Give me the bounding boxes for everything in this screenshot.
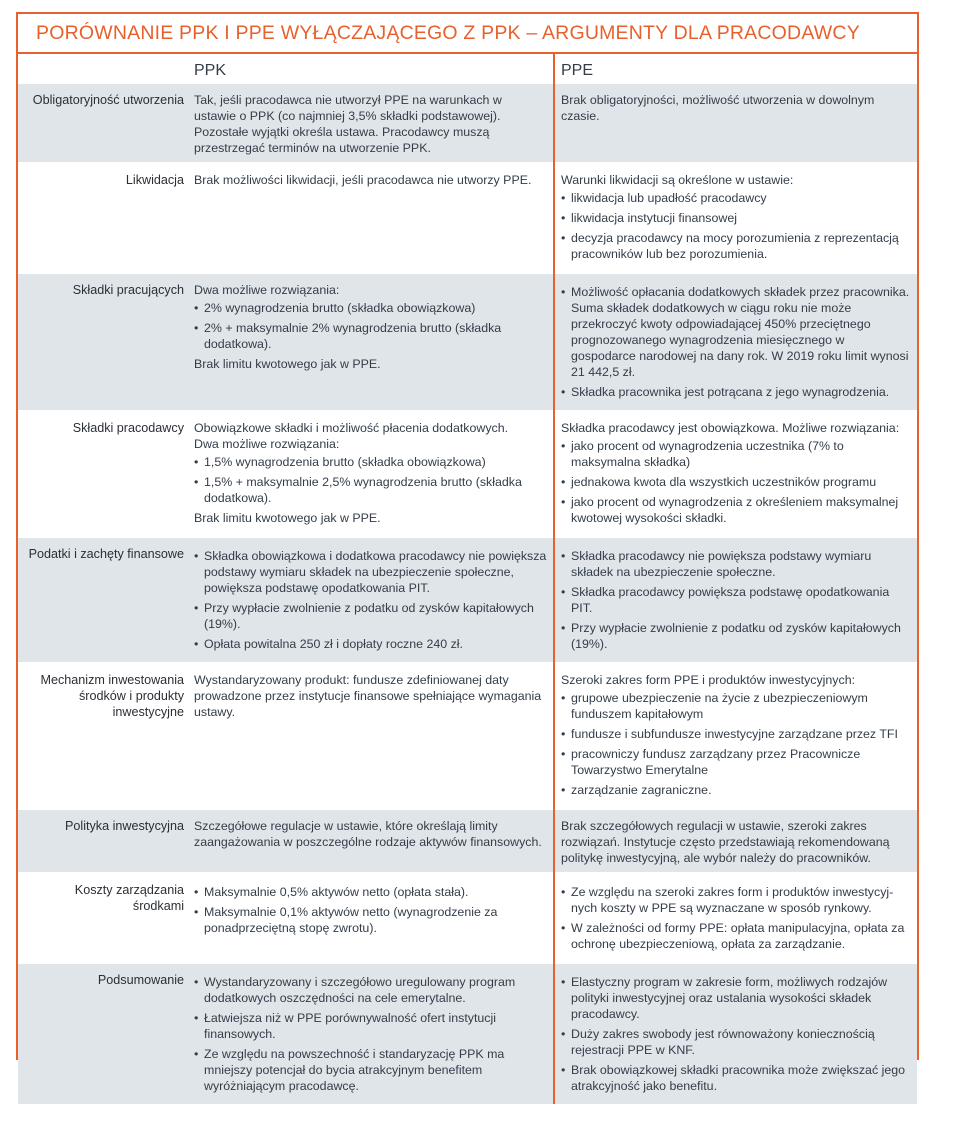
row-label: Koszty zarządzania środkami: [18, 873, 188, 963]
table-row: [18, 411, 917, 537]
header-empty: [18, 54, 188, 84]
cell-text: Dwa możliwe rozwiązania:: [194, 283, 340, 297]
cell-note: Brak limitu kwotowego jak w PPE.: [194, 357, 381, 371]
table-row: [18, 963, 917, 1104]
ppk-cell: [188, 873, 554, 963]
table-row: [18, 273, 917, 411]
bullet-list: [561, 548, 911, 652]
table-row: [18, 873, 917, 963]
table-header-row: [18, 54, 917, 84]
bullet-list: [194, 884, 547, 936]
ppk-cell: [188, 963, 554, 1104]
row-label: Likwidacja: [18, 163, 188, 273]
row-label: Składki pracodawcy: [18, 411, 188, 537]
page-title: PORÓWNANIE PPK I PPE WYŁĄCZAJĄCEGO Z PPK – ARGUMENTY DLA PRACODAWCY: [36, 21, 860, 44]
cell-text: Warunki likwidacji są określone w ustawie:: [561, 173, 794, 187]
bullet-item: • Składka pracodawcy powiększa podstawę opodatkowania PIT.: [561, 584, 911, 616]
bullet-list: [561, 284, 911, 400]
table-row: [18, 163, 917, 273]
table-row: [18, 84, 917, 163]
cell-text: Szczegółowe regulacje w ustawie, które określają limity zaangażowania w poszczególne rodzaje aktywów finansowych.: [194, 819, 542, 849]
bullet-item: • zarządzanie zagraniczne.: [561, 782, 911, 798]
ppk-cell: [188, 663, 554, 809]
cell-text: Brak możliwości likwidacji, jeśli pracodawca nie utworzy PPE.: [194, 173, 532, 187]
bullet-item: • Składka obowiązkowa i dodatkowa pracodawcy nie powiększa podstawy wymiaru składek na ubezpieczenie społeczne, powiększa podstawę opodatkowania PIT.: [194, 548, 547, 596]
bullet-item: • Elastyczny program w zakresie form, możliwych rodzajów polityki inwestycyjnej oraz ustalania wysokości składek pracodawcy.: [561, 974, 911, 1022]
bullet-item: • Przy wypłacie zwolnienie z podatku od zysków kapitałowych (19%).: [561, 620, 911, 652]
header-ppe: PPE: [554, 54, 917, 84]
ppe-cell: [554, 411, 917, 537]
bullet-item: • grupowe ubezpieczenie na życie z ubezpieczeniowym funduszem kapitałowym: [561, 690, 911, 722]
cell-text: Wystandaryzowany produkt: fundusze zdefiniowanej daty prowadzone przez instytucje finansowe spełniające wymagania ustawy.: [194, 673, 542, 719]
bullet-item: • Maksymalnie 0,1% aktywów netto (wynagrodzenie za ponadprzeciętną stopę zwrotu).: [194, 904, 547, 936]
bullet-item: • Składka pracodawcy nie powiększa podstawy wymiaru składek na ubezpieczenie społeczne.: [561, 548, 911, 580]
cell-text: Brak szczegółowych regulacji w ustawie, szeroki zakres rozwiązań. Instytucje często przedstawiają rekomendowaną politykę inwestycyjną, ale wybór należy do pracowników.: [561, 819, 890, 865]
ppk-cell: [188, 163, 554, 273]
row-label: Mechanizm inwestowania środków i produkty inwestycyjne: [18, 663, 188, 809]
cell-text: Tak, jeśli pracodawca nie utworzył PPE na warunkach w ustawie o PPK (co najmniej 3,5% składki podstawowej). Pozostałe wyjątki określa ustawa. Pracodawcy muszą przestrzegać terminów na utworzenie PPK.: [194, 93, 502, 155]
bullet-item: • Brak obowiązkowej składki pracownika może zwiększać jego atrakcyjność jako benefitu.: [561, 1062, 911, 1094]
table-row: [18, 537, 917, 663]
ppe-cell: [554, 963, 917, 1104]
bullet-item: • likwidacja lub upadłość pracodawcy: [561, 190, 911, 206]
row-label: Podsumowanie: [18, 963, 188, 1104]
bullet-list: [561, 884, 911, 952]
bullet-list: [561, 690, 911, 798]
bullet-item: • W zależności od formy PPE: opłata manipulacyjna, opłata za ochronę ubezpieczeniową, opłata za zarządzanie.: [561, 920, 911, 952]
bullet-item: • Przy wypłacie zwolnienie z podatku od zysków kapitałowych (19%).: [194, 600, 547, 632]
ppk-cell: [188, 411, 554, 537]
bullet-item: • 2% wynagrodzenia brutto (składka obowiązkowa): [194, 300, 547, 316]
cell-text: Brak obligatoryjności, możliwość utworzenia w dowolnym czasie.: [561, 93, 875, 123]
bullet-item: • Łatwiejsza niż w PPE porównywalność ofert instytucji finansowych.: [194, 1010, 547, 1042]
ppk-cell: [188, 537, 554, 663]
ppk-cell: [188, 273, 554, 411]
cell-text: Dwa możliwe rozwiązania:: [194, 437, 340, 451]
bullet-item: • jako procent od wynagrodzenia z określeniem maksymalnej kwotowej wysokości składki.: [561, 494, 911, 526]
ppk-cell: [188, 809, 554, 873]
table-row: [18, 663, 917, 809]
bullet-list: [194, 974, 547, 1094]
cell-text: Obowiązkowe składki i możliwość płacenia dodatkowych.: [194, 421, 509, 435]
bullet-item: • Składka pracownika jest potrącana z jego wynagrodzenia.: [561, 384, 911, 400]
ppe-cell: [554, 873, 917, 963]
table-body: [18, 84, 917, 1104]
row-label: Składki pracujących: [18, 273, 188, 411]
bullet-item: • Ze względu na szeroki zakres form i produktów inwestycyj-nych koszty w PPE są wyznaczane w sposób rynkowy.: [561, 884, 911, 916]
bullet-item: • pracowniczy fundusz zarządzany przez Pracownicze Towarzystwo Emerytalne: [561, 746, 911, 778]
ppe-cell: [554, 663, 917, 809]
bullet-item: • 2% + maksymalnie 2% wynagrodzenia brutto (składka dodatkowa).: [194, 320, 547, 352]
bullet-list: [194, 300, 547, 352]
row-label: Podatki i zachęty finansowe: [18, 537, 188, 663]
cell-text: Składka pracodawcy jest obowiązkowa. Możliwe rozwiązania:: [561, 421, 900, 435]
bullet-item: • Opłata powitalna 250 zł i dopłaty roczne 240 zł.: [194, 636, 547, 652]
bullet-item: • Duży zakres swobody jest równoważony koniecznością rejestracji PPE w KNF.: [561, 1026, 911, 1058]
comparison-table: [18, 54, 917, 1104]
ppe-cell: [554, 163, 917, 273]
ppe-cell: [554, 84, 917, 163]
bullet-item: • fundusze i subfundusze inwestycyjne zarządzane przez TFI: [561, 726, 911, 742]
comparison-frame: [16, 12, 919, 1093]
bullet-item: • Ze względu na powszechność i standaryzację PPK ma mniejszy potencjał do bycia atrakcyjnym benefitem wyróżniającym pracodawcę.: [194, 1046, 547, 1094]
bullet-item: • decyzja pracodawcy na mocy porozumienia z reprezentacją pracowników lub bez porozumienia.: [561, 230, 911, 262]
ppk-cell: [188, 84, 554, 163]
ppe-cell: [554, 273, 917, 411]
bullet-item: • Maksymalnie 0,5% aktywów netto (opłata stała).: [194, 884, 547, 900]
ppe-cell: [554, 537, 917, 663]
bullet-item: • Możliwość opłacania dodatkowych składek przez pracownika. Suma składek dodatkowych w ciągu roku nie może przekroczyć kwoty odpowiadającej 450% przeciętnego prognozowanego wynagrodzenia miesięcznego w gospodarce narodowej na dany rok. W 2019 roku limit wynosi 21 442,5 zł.: [561, 284, 911, 380]
cell-text: Szeroki zakres form PPE i produktów inwestycyjnych:: [561, 673, 856, 687]
row-label: Polityka inwestycyjna: [18, 809, 188, 873]
title-bar: [18, 14, 917, 54]
bullet-item: • likwidacja instytucji finansowej: [561, 210, 911, 226]
bullet-item: • jednakowa kwota dla wszystkich uczestników programu: [561, 474, 911, 490]
bullet-list: [561, 438, 911, 526]
cell-note: Brak limitu kwotowego jak w PPE.: [194, 511, 381, 525]
bullet-list: [194, 548, 547, 652]
row-label: Obligatoryjność utworzenia: [18, 84, 188, 163]
header-ppk: PPK: [194, 62, 227, 79]
ppe-cell: [554, 809, 917, 873]
bullet-list: [561, 974, 911, 1094]
bullet-list: [561, 190, 911, 262]
bullet-item: • 1,5% + maksymalnie 2,5% wynagrodzenia brutto (składka dodatkowa).: [194, 474, 547, 506]
bullet-list: [194, 454, 547, 506]
bullet-item: • jako procent od wynagrodzenia uczestnika (7% to maksymalna składka): [561, 438, 911, 470]
bullet-item: • Wystandaryzowany i szczegółowo uregulowany program dodatkowych oszczędności na cele emerytalne.: [194, 974, 547, 1006]
table-row: [18, 809, 917, 873]
bullet-item: • 1,5% wynagrodzenia brutto (składka obowiązkowa): [194, 454, 547, 470]
